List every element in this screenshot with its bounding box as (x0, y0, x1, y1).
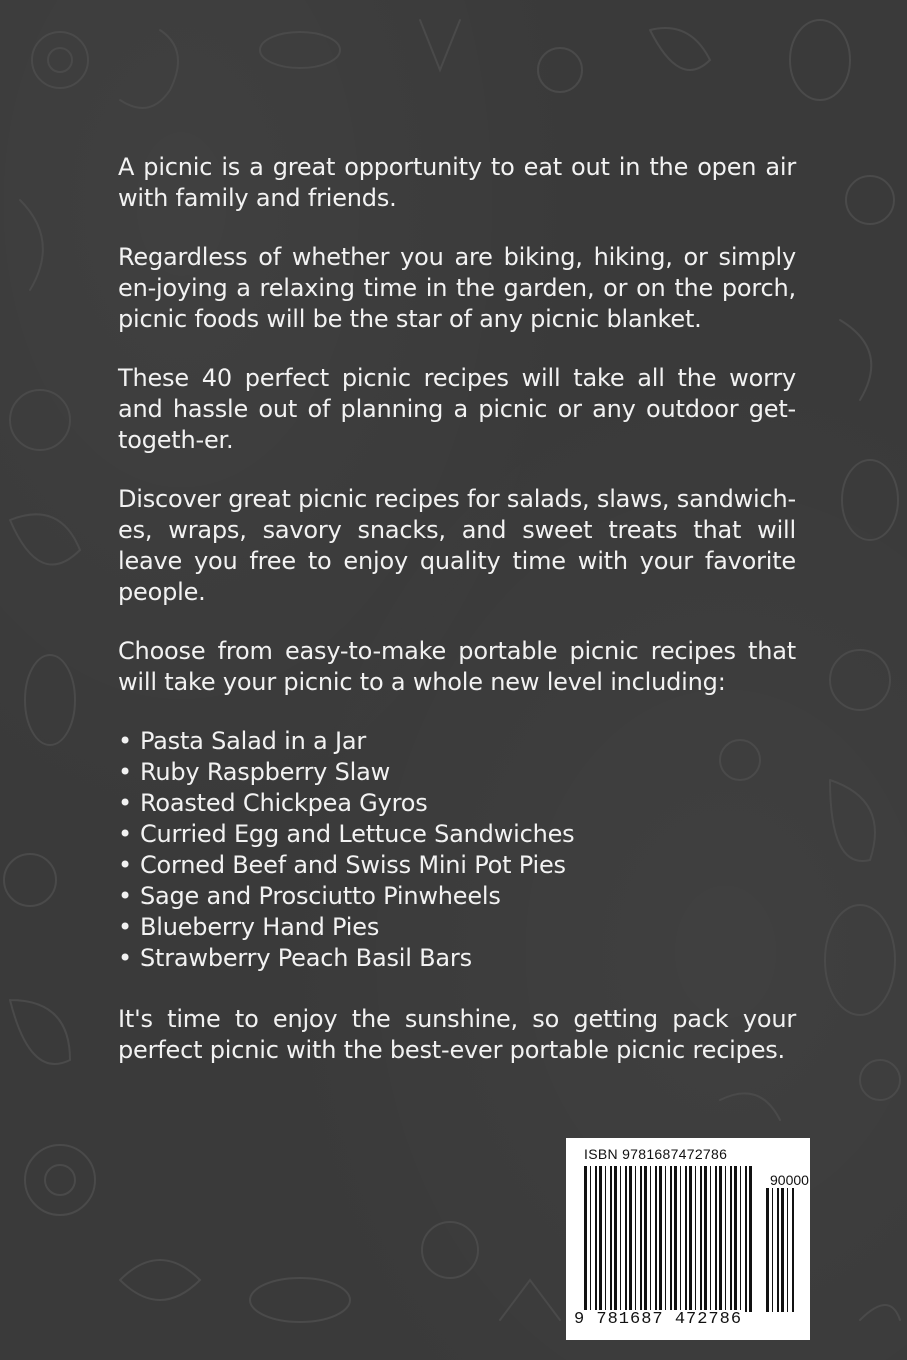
barcode-bar (766, 1188, 769, 1312)
barcode-digits: 9 781687 472786 (574, 1310, 743, 1329)
closing-paragraph: It's time to enjoy the sunshine, so getting pack your perfect picnic with the best-ever portable picnic recipes. (118, 1005, 796, 1064)
list-item: • Ruby Raspberry Slaw (118, 757, 796, 788)
list-item: • Roasted Chickpea Gyros (118, 788, 796, 819)
list-item: • Strawberry Peach Basil Bars (118, 943, 796, 974)
list-item: • Blueberry Hand Pies (118, 912, 796, 943)
barcode-bar (680, 1166, 681, 1312)
barcode-bar (640, 1166, 642, 1312)
barcode-bar (635, 1166, 636, 1312)
barcode-bar (725, 1166, 726, 1312)
back-cover-blurb (118, 152, 796, 1094)
barcode-bar (772, 1188, 773, 1312)
barcode-bar (777, 1188, 779, 1312)
recipe-count-paragraph: These 40 perfect picnic recipes will take all the worry and hassle out of planning a picnic or any outdoor get-togeth-er. (118, 364, 796, 454)
barcode-bar (685, 1166, 687, 1312)
barcode-bar (650, 1166, 651, 1312)
barcode-bar (665, 1166, 666, 1312)
barcode-bar (644, 1166, 647, 1312)
barcode-bar (605, 1166, 606, 1312)
intro-paragraph: A picnic is a great opportunity to eat out in the open air with family and friends. (118, 153, 796, 212)
barcode-bar (710, 1166, 711, 1312)
barcode-bar (749, 1166, 752, 1312)
barcode-bar (655, 1166, 657, 1312)
barcode-bar (700, 1166, 702, 1312)
barcode-bar (695, 1166, 696, 1312)
price-code: 90000 (770, 1172, 809, 1188)
barcode-bar (659, 1166, 662, 1312)
barcode-bar (599, 1166, 602, 1312)
barcode-bar (740, 1166, 741, 1312)
barcode-bar (715, 1166, 717, 1312)
barcode-bar (670, 1166, 672, 1312)
list-item: • Curried Egg and Lettuce Sandwiches (118, 819, 796, 850)
barcode-bar (781, 1188, 784, 1312)
barcode-bar (590, 1166, 591, 1312)
barcode-bar (610, 1166, 612, 1312)
isbn-barcode (566, 1138, 810, 1340)
barcode-bar (629, 1166, 632, 1312)
list-item: • Pasta Salad in a Jar (118, 726, 796, 757)
barcode-bar (595, 1166, 597, 1312)
barcode-bar (734, 1166, 737, 1312)
recipe-list (118, 726, 796, 974)
barcode-bar (787, 1188, 788, 1312)
barcode-bar (745, 1166, 747, 1312)
barcode-bar (620, 1166, 621, 1312)
recipe-types-paragraph: Discover great picnic recipes for salads, slaws, sandwich-es, wraps, savory snacks, and sweet treats that will leave you free to enjoy quality time with your favorite people. (118, 485, 796, 606)
list-item: • Sage and Prosciutto Pinwheels (118, 881, 796, 912)
isbn-label: ISBN 9781687472786 (584, 1146, 728, 1162)
recipe-list-intro: Choose from easy-to-make portable picnic recipes that will take your picnic to a whole new level including: (118, 637, 796, 696)
barcode-bar (674, 1166, 677, 1312)
barcode-bar (614, 1166, 617, 1312)
barcode-bar (625, 1166, 627, 1312)
barcode-bar (704, 1166, 707, 1312)
barcode-bars (576, 1166, 802, 1312)
barcode-bar (730, 1166, 732, 1312)
barcode-bar (584, 1166, 587, 1312)
barcode-bar (719, 1166, 722, 1312)
list-item: • Corned Beef and Swiss Mini Pot Pies (118, 850, 796, 881)
barcode-bar (792, 1188, 794, 1312)
activities-paragraph: Regardless of whether you are biking, hiking, or simply en-joying a relaxing time in the garden, or on the porch, picnic foods will be the star of any picnic blanket. (118, 243, 796, 333)
barcode-bar (689, 1166, 692, 1312)
